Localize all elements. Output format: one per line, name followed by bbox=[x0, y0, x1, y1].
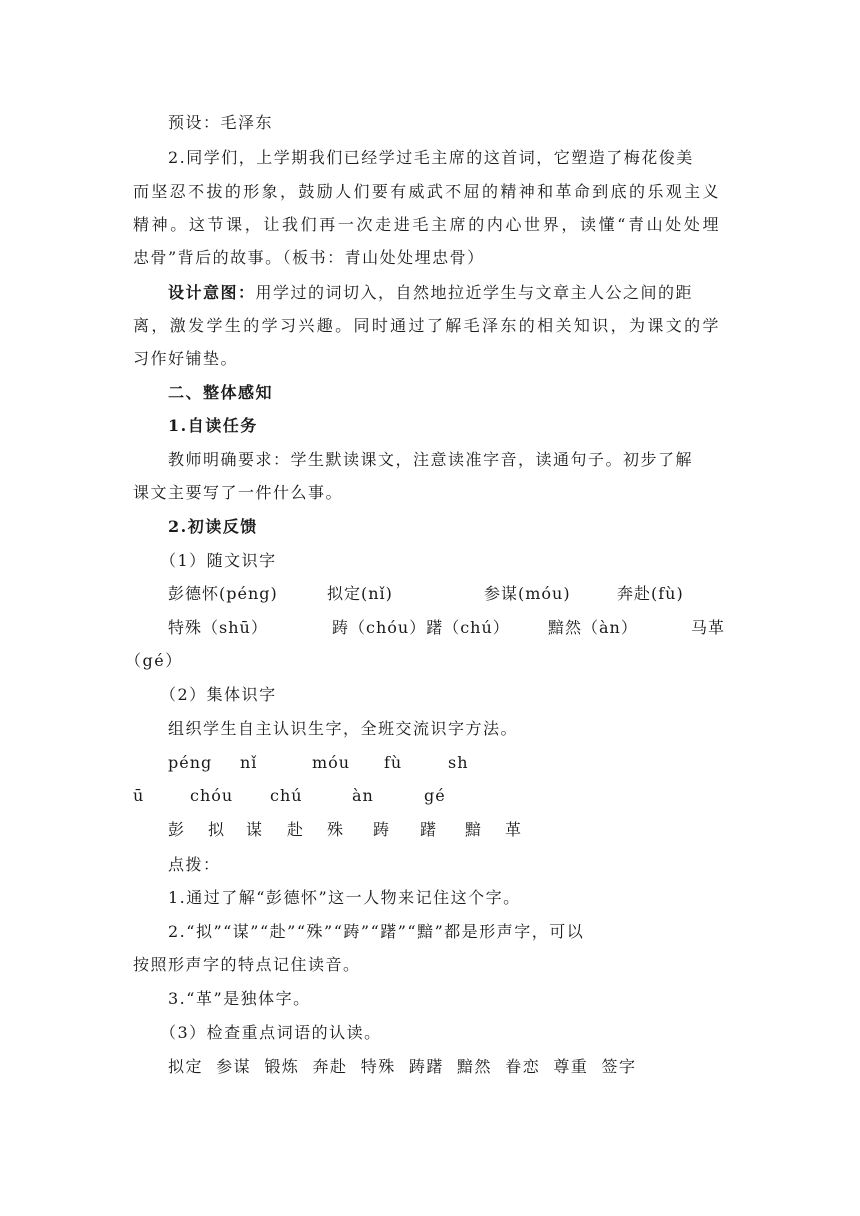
section-heading: 二、整体感知 bbox=[168, 383, 274, 402]
pinyin-syllable: gé bbox=[424, 786, 446, 805]
character: 踌 bbox=[373, 820, 391, 839]
pinyin-syllable: móu bbox=[312, 753, 351, 772]
tips-heading: 点拨： bbox=[168, 855, 221, 874]
sub-item-title: （2）集体识字 bbox=[160, 685, 277, 704]
pinyin-word: 踌（chóu）躇（chú） bbox=[332, 618, 510, 637]
pinyin-syllable: àn bbox=[352, 786, 374, 805]
sub-item-title: （3）检查重点词语的认读。 bbox=[160, 1023, 382, 1042]
pinyin-word: 特殊（shū） bbox=[168, 618, 268, 637]
word-list: 拟定 参谋 锻炼 奔赴 特殊 踌躇 黯然 眷恋 尊重 签字 bbox=[168, 1057, 637, 1076]
paragraph-line: 忠骨”背后的故事。（板书：青山处处埋忠骨） bbox=[133, 248, 485, 267]
character: 赴 bbox=[287, 820, 305, 839]
paragraph-line: 离，激发学生的学习兴趣。同时通过了解毛泽东的相关知识，为课文的学 bbox=[133, 316, 720, 335]
pinyin-wrap: （gé） bbox=[125, 651, 183, 670]
design-intent-text: 用学过的词切入，自然地拉近学生与文章主人公之间的距 bbox=[255, 283, 694, 302]
pinyin-word: 黯然（àn） bbox=[548, 618, 638, 637]
character: 革 bbox=[505, 820, 523, 839]
character: 黯 bbox=[465, 820, 483, 839]
sub-item-title: （1）随文识字 bbox=[160, 551, 277, 570]
subsection-heading: 1.自读任务 bbox=[168, 416, 258, 435]
character: 谋 bbox=[246, 820, 264, 839]
paragraph-line: 而坚忍不拔的形象，鼓励人们要有威武不屈的精神和革命到底的乐观主义 bbox=[133, 182, 720, 201]
pinyin-syllable: ū bbox=[133, 786, 145, 805]
paragraph-line: 课文主要写了一件什么事。 bbox=[133, 483, 344, 502]
paragraph-line: 教师明确要求：学生默读课文，注意读准字音，读通句子。初步了解 bbox=[168, 450, 694, 469]
pinyin-syllable: sh bbox=[448, 753, 469, 772]
pinyin-syllable: péng bbox=[168, 753, 213, 772]
paragraph-line: 习作好铺垫。 bbox=[133, 349, 239, 368]
tip-line: 2.“拟”“谋”“赴”“殊”“踌”“躇”“黯”都是形声字，可以 bbox=[168, 922, 585, 941]
pinyin-syllable: chú bbox=[270, 786, 303, 805]
character: 彭 bbox=[168, 820, 186, 839]
tip-line: 3.“革”是独体字。 bbox=[168, 989, 311, 1008]
character: 殊 bbox=[327, 820, 345, 839]
pinyin-word: 马革 bbox=[691, 618, 726, 637]
paragraph-line: 2.同学们，上学期我们已经学过毛主席的这首词，它塑造了梅花俊美 bbox=[168, 148, 694, 167]
design-intent-label: 设计意图： bbox=[168, 283, 256, 302]
pinyin-syllable: chóu bbox=[190, 786, 234, 805]
pinyin-syllable: fù bbox=[384, 753, 403, 772]
pinyin-word: 拟定(nǐ) bbox=[327, 584, 393, 603]
preset-line: 预设：毛泽东 bbox=[168, 113, 274, 132]
pinyin-word: 参谋(móu) bbox=[484, 584, 571, 603]
paragraph-line: 精神。这节课，让我们再一次走进毛主席的内心世界，读懂“青山处处埋 bbox=[133, 215, 720, 234]
tip-line: 1.通过了解“彭德怀”这一人物来记住这个字。 bbox=[168, 888, 521, 907]
design-intent-line bbox=[168, 283, 768, 303]
pinyin-syllable: nǐ bbox=[240, 753, 258, 772]
character: 拟 bbox=[208, 820, 226, 839]
subsection-heading: 2.初读反馈 bbox=[168, 517, 258, 536]
pinyin-word: 彭德怀(péng) bbox=[168, 584, 278, 603]
tip-line: 按照形声字的特点记住读音。 bbox=[133, 955, 361, 974]
paragraph-line: 组织学生自主认识生字，全班交流识字方法。 bbox=[168, 719, 519, 738]
pinyin-word: 奔赴(fù) bbox=[617, 584, 684, 603]
character: 躇 bbox=[420, 820, 438, 839]
